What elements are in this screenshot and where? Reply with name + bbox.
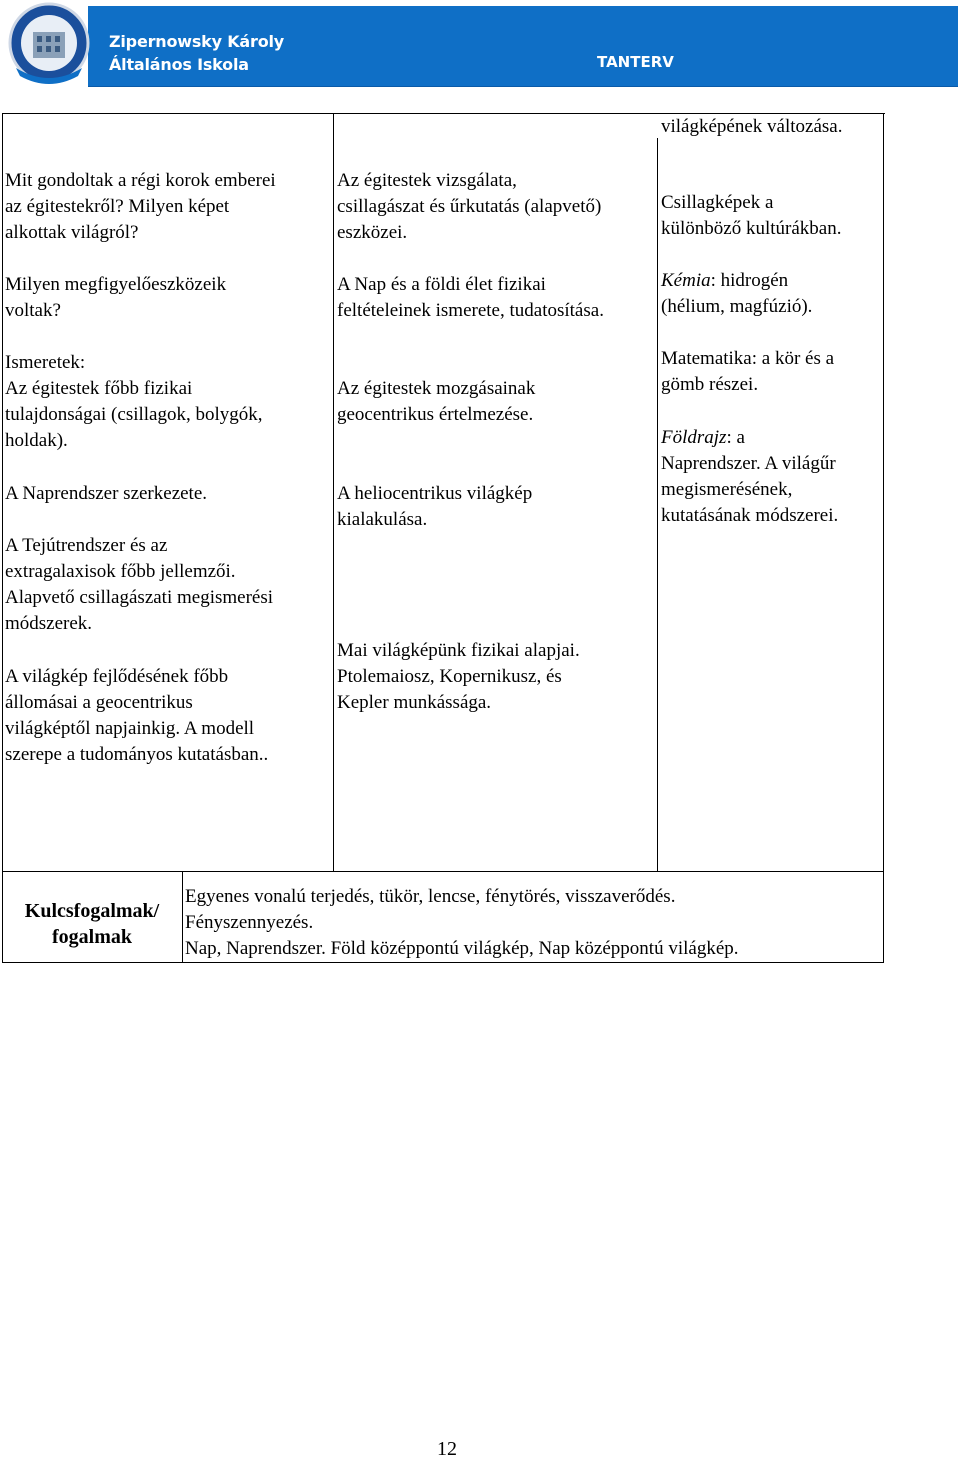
knowledge-item: holdak).	[5, 430, 68, 451]
knowledge-item: állomásai a geocentrikus	[5, 692, 193, 713]
development-item: A heliocentrikus világkép	[337, 483, 533, 504]
school-name-line1: Zipernowsky Károly	[109, 32, 285, 51]
connection-item: (hélium, magfúzió).	[661, 296, 813, 317]
development-item: kialakulása.	[337, 509, 428, 530]
development-item: A Nap és a földi élet fizikai	[337, 274, 546, 295]
school-name-line2: Általános Iskola	[109, 55, 249, 74]
question-text: az égitestekről? Milyen képet	[5, 196, 230, 217]
connection-item: Csillagképek a	[661, 192, 774, 213]
knowledge-item: A Tejútrendszer és az	[5, 535, 168, 556]
question-text: Mit gondoltak a régi korok emberei	[5, 170, 276, 191]
page-header	[0, 0, 958, 84]
connection-item: Matematika: a kör és a	[661, 348, 835, 369]
key-concepts-text: Nap, Naprendszer. Föld középpontú világkép, Nap középpontú világkép.	[185, 938, 739, 959]
connection-item-kemia	[661, 268, 788, 294]
subject-name: Földrajz	[661, 427, 727, 448]
development-item: Az égitestek vizsgálata,	[337, 170, 517, 191]
connection-text: : a	[726, 427, 745, 448]
development-item: feltételeinek ismerete, tudatosítása.	[337, 300, 604, 321]
key-concepts-label-line1: Kulcsfogalmak/	[24, 900, 160, 922]
key-concepts-text: Fényszennyezés.	[185, 912, 314, 933]
knowledge-item: Az égitestek főbb fizikai	[5, 378, 193, 399]
knowledge-item: A Naprendszer szerkezete.	[5, 483, 208, 504]
key-concepts-label-line2: fogalmak	[52, 926, 132, 948]
development-item: Ptolemaiosz, Kopernikusz, és	[337, 666, 562, 687]
development-item: Mai világképünk fizikai alapjai.	[337, 640, 580, 661]
key-concepts-label	[4, 898, 180, 950]
knowledge-heading: Ismeretek:	[5, 352, 86, 373]
knowledge-item: A világkép fejlődésének főbb	[5, 666, 229, 687]
connection-item: kutatásának módszerei.	[661, 505, 839, 526]
knowledge-item: szerepe a tudományos kutatásban..	[5, 744, 269, 765]
connection-item: Naprendszer. A világűr	[661, 453, 836, 474]
subject-name: Kémia	[661, 270, 711, 291]
development-item: Az égitestek mozgásainak	[337, 378, 536, 399]
knowledge-item: Alapvető csillagászati megismerési	[5, 587, 274, 608]
connection-text: : hidrogén	[710, 270, 789, 291]
page-number: 12	[437, 1438, 457, 1460]
school-name	[109, 30, 284, 76]
knowledge-item: extragalaxisok főbb jellemzői.	[5, 561, 236, 582]
knowledge-item: módszerek.	[5, 613, 93, 634]
connection-item: világképének változása.	[661, 116, 843, 137]
connection-item: megismerésének,	[661, 479, 793, 500]
question-text: alkottak világról?	[5, 222, 139, 243]
knowledge-item: világképtől napjainkig. A modell	[5, 718, 255, 739]
connection-item: gömb részei.	[661, 374, 759, 395]
key-concepts-text: Egyenes vonalú terjedés, tükör, lencse, fénytörés, visszaverődés.	[185, 886, 676, 907]
development-item: geocentrikus értelmezése.	[337, 404, 534, 425]
school-logo-icon	[8, 2, 90, 84]
development-item: eszközei.	[337, 222, 408, 243]
development-item: csillagászat és űrkutatás (alapvető)	[337, 196, 602, 217]
connection-item-foldrajz	[661, 425, 745, 451]
question-text: Milyen megfigyelőeszközeik	[5, 274, 227, 295]
connection-item: különböző kultúrákban.	[661, 218, 842, 239]
knowledge-item: tulajdonságai (csillagok, bolygók,	[5, 404, 263, 425]
document-type: TANTERV	[597, 53, 674, 71]
development-item: Kepler munkássága.	[337, 692, 492, 713]
question-text: voltak?	[5, 300, 61, 321]
